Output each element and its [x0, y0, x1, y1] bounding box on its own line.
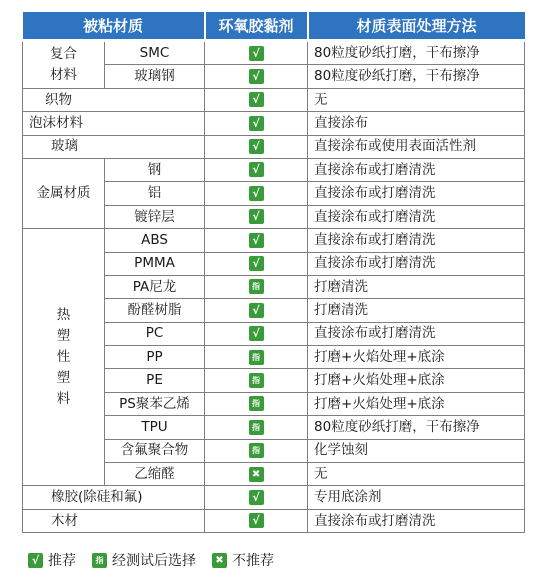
recommended-icon: √ [249, 233, 264, 248]
material-cell: PS聚苯乙烯 [105, 392, 205, 415]
method-cell: 化学蚀刻 [308, 439, 525, 462]
material-cell: 酚醛树脂 [105, 299, 205, 322]
method-cell: 打磨清洗 [308, 299, 525, 322]
not-recommended-icon: ✖ [249, 467, 264, 482]
material-cell: TPU [105, 416, 205, 439]
material-cell: 铝 [105, 182, 205, 205]
method-cell: 直接涂布或打磨清洗 [308, 229, 525, 252]
mark-cell [205, 112, 308, 135]
legend [28, 550, 290, 570]
method-cell: 80粒度砂纸打磨，干布擦净 [308, 416, 525, 439]
method-cell: 直接涂布或打磨清洗 [308, 252, 525, 275]
method-cell: 无 [308, 88, 525, 111]
table-row [23, 112, 525, 135]
recommended-icon: √ [249, 513, 264, 528]
method-cell: 打磨+火焰处理+底涂 [308, 392, 525, 415]
recommended-icon: √ [249, 162, 264, 177]
material-cell: 橡胶(除硅和氟) [23, 486, 205, 509]
table-row [23, 88, 525, 111]
material-cell: PC [105, 322, 205, 345]
method-cell: 专用底涂剂 [308, 486, 525, 509]
method-cell: 无 [308, 463, 525, 486]
recommended-icon: √ [249, 256, 264, 271]
mark-cell [205, 65, 308, 88]
material-cell: 钢 [105, 158, 205, 181]
material-cell: PA尼龙 [105, 275, 205, 298]
method-cell: 80粒度砂纸打磨，干布擦净 [308, 65, 525, 88]
table-row [23, 135, 525, 158]
mark-cell [205, 392, 308, 415]
recommended-icon: √ [28, 553, 43, 568]
mark-cell [205, 299, 308, 322]
table-row [23, 158, 525, 181]
material-cell: PE [105, 369, 205, 392]
material-compatibility-table [22, 12, 525, 533]
mark-cell [205, 275, 308, 298]
test-first-icon: 指 [249, 396, 264, 411]
table-row [23, 486, 525, 509]
legend-item-test-first [92, 550, 196, 570]
material-cell: ABS [105, 229, 205, 252]
material-cell: 玻璃 [23, 135, 205, 158]
method-cell: 直接涂布或打磨清洗 [308, 158, 525, 181]
mark-cell [205, 322, 308, 345]
material-cell: 木材 [23, 509, 205, 532]
mark-cell [205, 158, 308, 181]
table-row [23, 41, 525, 65]
recommended-icon: √ [249, 46, 264, 61]
mark-cell [205, 463, 308, 486]
group-label-metal: 金属材质 [23, 158, 105, 228]
mark-cell [205, 41, 308, 65]
mark-cell [205, 182, 308, 205]
mark-cell [205, 229, 308, 252]
recommended-icon: √ [249, 116, 264, 131]
test-first-icon: 指 [249, 420, 264, 435]
table-header-row [23, 12, 525, 41]
material-cell: PP [105, 346, 205, 369]
test-first-icon: 指 [249, 350, 264, 365]
group-label-thermoplastic: 热塑性塑料 [23, 229, 105, 486]
method-cell: 直接涂布或使用表面活性剂 [308, 135, 525, 158]
mark-cell [205, 486, 308, 509]
material-cell: 镀锌层 [105, 205, 205, 228]
material-cell: 含氟聚合物 [105, 439, 205, 462]
mark-cell [205, 205, 308, 228]
mark-cell [205, 509, 308, 532]
method-cell: 直接涂布 [308, 112, 525, 135]
method-cell: 直接涂布或打磨清洗 [308, 205, 525, 228]
recommended-icon: √ [249, 186, 264, 201]
method-cell: 打磨+火焰处理+底涂 [308, 369, 525, 392]
material-cell: SMC [105, 41, 205, 65]
method-cell: 直接涂布或打磨清洗 [308, 509, 525, 532]
legend-item-recommended [28, 550, 76, 570]
test-first-icon: 指 [249, 279, 264, 294]
method-cell: 打磨+火焰处理+底涂 [308, 346, 525, 369]
material-cell: 泡沫材料 [23, 112, 205, 135]
recommended-icon: √ [249, 326, 264, 341]
legend-label: 不推荐 [232, 553, 274, 569]
recommended-icon: √ [249, 209, 264, 224]
method-cell: 直接涂布或打磨清洗 [308, 322, 525, 345]
recommended-icon: √ [249, 490, 264, 505]
table-row [23, 229, 525, 252]
mark-cell [205, 369, 308, 392]
table-row [23, 509, 525, 532]
legend-item-not-recommended [212, 550, 274, 570]
mark-cell [205, 346, 308, 369]
test-first-icon: 指 [249, 443, 264, 458]
mark-cell [205, 88, 308, 111]
mark-cell [205, 416, 308, 439]
mark-cell [205, 252, 308, 275]
recommended-icon: √ [249, 303, 264, 318]
recommended-icon: √ [249, 69, 264, 84]
method-cell: 80粒度砂纸打磨，干布擦净 [308, 41, 525, 65]
recommended-icon: √ [249, 139, 264, 154]
mark-cell [205, 439, 308, 462]
recommended-icon: √ [249, 92, 264, 107]
not-recommended-icon: ✖ [212, 553, 227, 568]
legend-label: 经测试后选择 [112, 553, 196, 569]
material-cell: 织物 [23, 88, 205, 111]
header-material: 被粘材质 [23, 12, 205, 41]
method-cell: 打磨清洗 [308, 275, 525, 298]
mark-cell [205, 135, 308, 158]
group-label-composite: 复合材料 [23, 41, 105, 89]
test-first-icon: 指 [92, 553, 107, 568]
header-epoxy: 环氧胶黏剂 [205, 12, 308, 41]
material-cell: 乙缩醛 [105, 463, 205, 486]
test-first-icon: 指 [249, 373, 264, 388]
method-cell: 直接涂布或打磨清洗 [308, 182, 525, 205]
header-method: 材质表面处理方法 [308, 12, 525, 41]
legend-label: 推荐 [48, 553, 76, 569]
material-cell: 玻璃钢 [105, 65, 205, 88]
material-cell: PMMA [105, 252, 205, 275]
